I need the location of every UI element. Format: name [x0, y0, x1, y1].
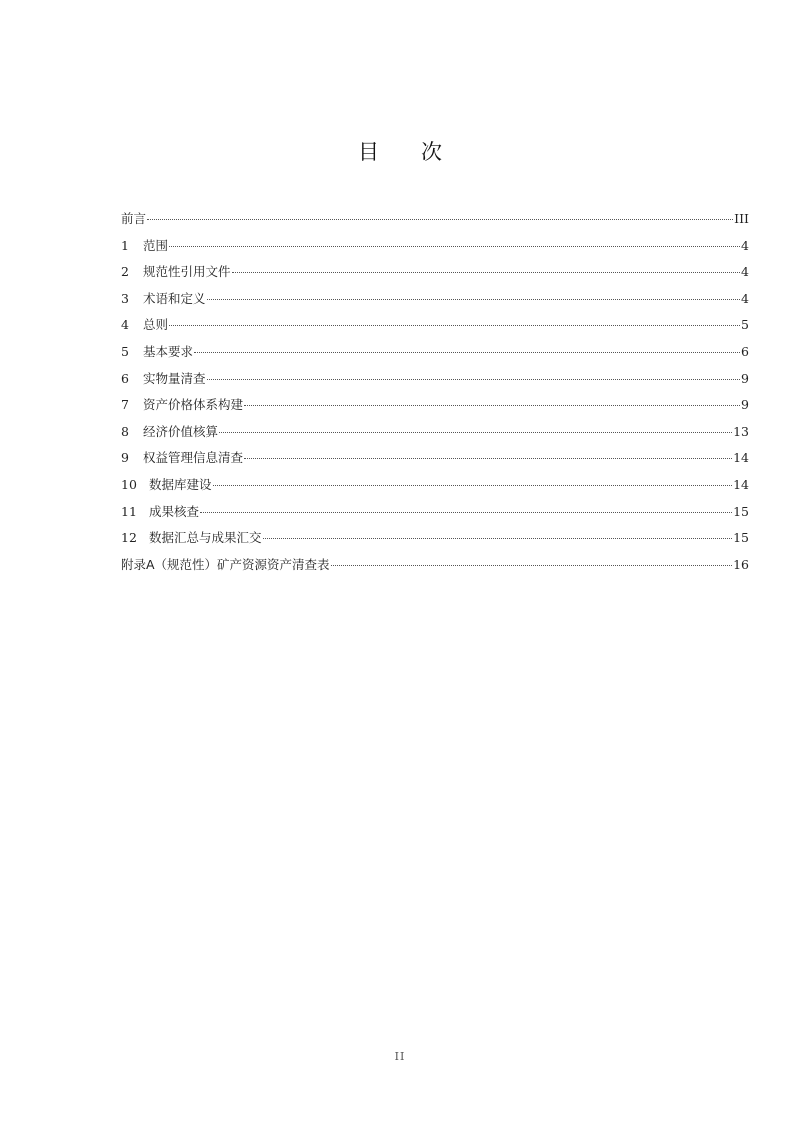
toc-entry-text: 基本要求 [143, 343, 194, 359]
toc-entry-number: 11 [121, 503, 137, 519]
dot-leader [244, 405, 740, 406]
toc-entry-number: 6 [121, 370, 129, 386]
toc-entry-page: III [734, 211, 749, 226]
toc-entry-page: 6 [741, 343, 749, 359]
toc-entry-page: 16 [733, 556, 749, 572]
page-number: II [394, 1050, 406, 1063]
title-char-2: 次 [421, 140, 442, 164]
toc-entry-text: 实物量清查 [143, 370, 206, 386]
toc-entry-page: 5 [741, 317, 749, 333]
table-of-contents [121, 210, 749, 582]
toc-entry-7[interactable] [121, 396, 749, 423]
toc-entry-number: 10 [121, 476, 137, 492]
toc-entry-text: 成果核查 [149, 503, 200, 519]
dot-leader [200, 512, 732, 513]
toc-entry-text: 前言 [121, 211, 147, 226]
dot-leader [331, 565, 733, 566]
dot-leader [207, 379, 741, 380]
dot-leader [169, 246, 740, 247]
dot-leader [147, 219, 733, 220]
toc-entry-1[interactable] [121, 237, 749, 264]
dot-leader [213, 485, 733, 486]
toc-entry-text: 附录A（规范性）矿产资源资产清查表 [121, 556, 330, 572]
toc-entry-12[interactable] [121, 529, 749, 556]
toc-entry-text: 资产价格体系构建 [143, 397, 244, 413]
toc-entry-number: 1 [121, 237, 129, 253]
title-char-1: 目 [358, 140, 379, 164]
toc-entry-page: 14 [733, 476, 749, 492]
toc-entry-text: 经济价值核算 [143, 423, 219, 439]
toc-entry-foreword[interactable] [121, 210, 749, 237]
toc-entry-2[interactable] [121, 263, 749, 290]
toc-entry-11[interactable] [121, 503, 749, 530]
toc-entry-number: 8 [121, 423, 129, 439]
toc-entry-number: 2 [121, 264, 129, 280]
toc-entry-page: 9 [741, 397, 749, 413]
dot-leader [263, 538, 733, 539]
page-title [0, 136, 800, 166]
toc-entry-3[interactable] [121, 290, 749, 317]
dot-leader [232, 272, 741, 273]
toc-entry-text: 术语和定义 [143, 290, 206, 306]
toc-entry-page: 13 [733, 423, 749, 439]
toc-entry-number: 3 [121, 290, 129, 306]
toc-entry-text: 范围 [143, 237, 169, 253]
toc-entry-number: 5 [121, 343, 129, 359]
toc-entry-10[interactable] [121, 476, 749, 503]
toc-entry-page: 4 [741, 237, 749, 253]
toc-entry-5[interactable] [121, 343, 749, 370]
toc-entry-number: 12 [121, 530, 137, 546]
toc-entry-8[interactable] [121, 423, 749, 450]
toc-entry-6[interactable] [121, 370, 749, 397]
toc-entry-appendix-a[interactable] [121, 556, 749, 583]
dot-leader [244, 458, 732, 459]
toc-entry-number: 4 [121, 317, 129, 333]
toc-entry-number: 7 [121, 397, 129, 413]
toc-entry-number: 9 [121, 450, 129, 466]
toc-entry-text: 总则 [143, 317, 169, 333]
toc-entry-page: 9 [741, 370, 749, 386]
toc-entry-page: 4 [741, 290, 749, 306]
toc-entry-text: 权益管理信息清查 [143, 450, 244, 466]
toc-entry-page: 14 [733, 450, 749, 466]
dot-leader [169, 325, 740, 326]
toc-entry-text: 数据汇总与成果汇交 [149, 530, 262, 546]
toc-entry-text: 规范性引用文件 [143, 264, 231, 280]
toc-entry-text: 数据库建设 [149, 476, 212, 492]
dot-leader [207, 299, 741, 300]
toc-entry-page: 4 [741, 264, 749, 280]
toc-entry-page: 15 [733, 530, 749, 546]
toc-entry-9[interactable] [121, 449, 749, 476]
dot-leader [219, 432, 732, 433]
toc-entry-page: 15 [733, 503, 749, 519]
toc-entry-4[interactable] [121, 316, 749, 343]
dot-leader [194, 352, 740, 353]
